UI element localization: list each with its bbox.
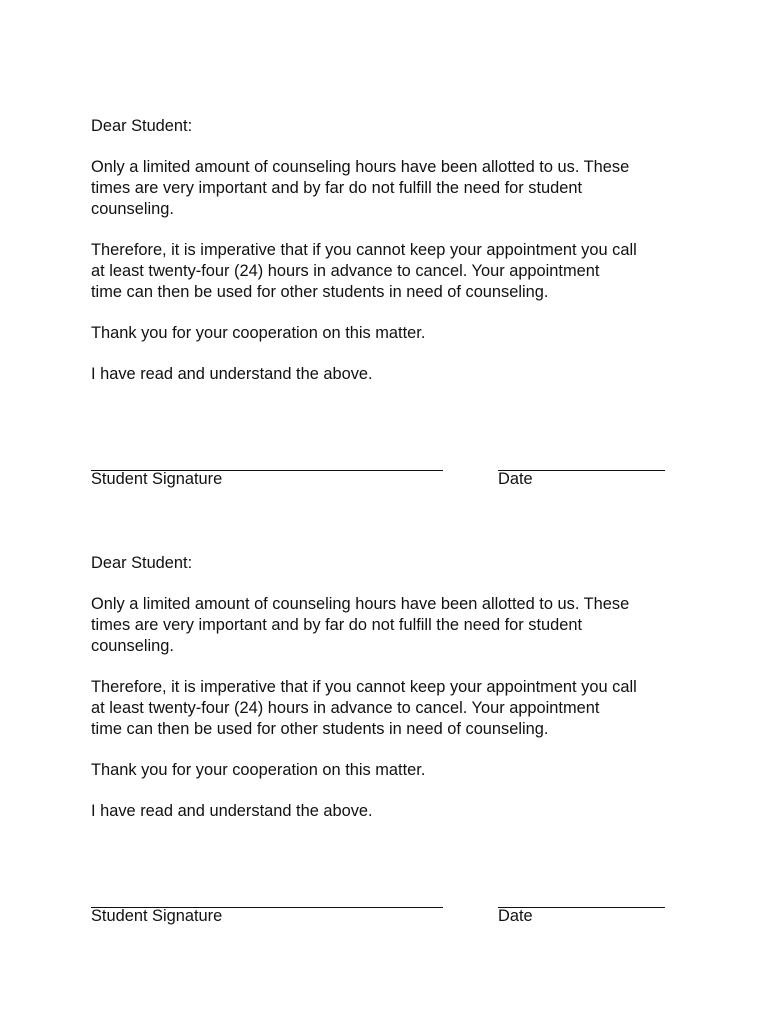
letter-top — [91, 116, 711, 488]
text-line: times are very important and by far do not fulfill the need for student — [91, 179, 583, 197]
date-label: Date — [498, 907, 533, 925]
date-field[interactable] — [498, 450, 665, 471]
text-line: times are very important and by far do not fulfill the need for student — [91, 616, 583, 634]
acknowledgement-line: I have read and understand the above. — [91, 365, 373, 383]
thank-you-line: Thank you for your cooperation on this matter. — [91, 761, 426, 779]
paragraph-cancellation-policy — [91, 677, 711, 740]
text-line: time can then be used for other students in need of counseling. — [91, 283, 549, 301]
text-line: counseling. — [91, 637, 174, 655]
signature-block — [91, 450, 711, 490]
paragraph-cancellation-policy — [91, 240, 711, 303]
text-line: at least twenty-four (24) hours in advance to cancel. Your appointment — [91, 262, 600, 280]
student-signature-label: Student Signature — [91, 907, 223, 925]
text-line: Therefore, it is imperative that if you cannot keep your appointment you call — [91, 678, 637, 696]
text-line: time can then be used for other students in need of counseling. — [91, 720, 549, 738]
student-signature-field[interactable] — [91, 450, 443, 471]
date-label: Date — [498, 470, 533, 488]
text-line: at least twenty-four (24) hours in advance to cancel. Your appointment — [91, 699, 600, 717]
signature-block — [91, 887, 711, 927]
acknowledgement-line: I have read and understand the above. — [91, 802, 373, 820]
letter-bottom — [91, 553, 711, 925]
salutation: Dear Student: — [91, 117, 193, 135]
paragraph-limited-hours — [91, 157, 711, 220]
student-signature-label: Student Signature — [91, 470, 223, 488]
text-line: Therefore, it is imperative that if you cannot keep your appointment you call — [91, 241, 637, 259]
salutation: Dear Student: — [91, 554, 193, 572]
student-signature-field[interactable] — [91, 887, 443, 908]
paragraph-limited-hours — [91, 594, 711, 657]
text-line: Only a limited amount of counseling hours have been allotted to us. These — [91, 595, 630, 613]
text-line: Only a limited amount of counseling hours have been allotted to us. These — [91, 158, 630, 176]
date-field[interactable] — [498, 887, 665, 908]
thank-you-line: Thank you for your cooperation on this matter. — [91, 324, 426, 342]
text-line: counseling. — [91, 200, 174, 218]
